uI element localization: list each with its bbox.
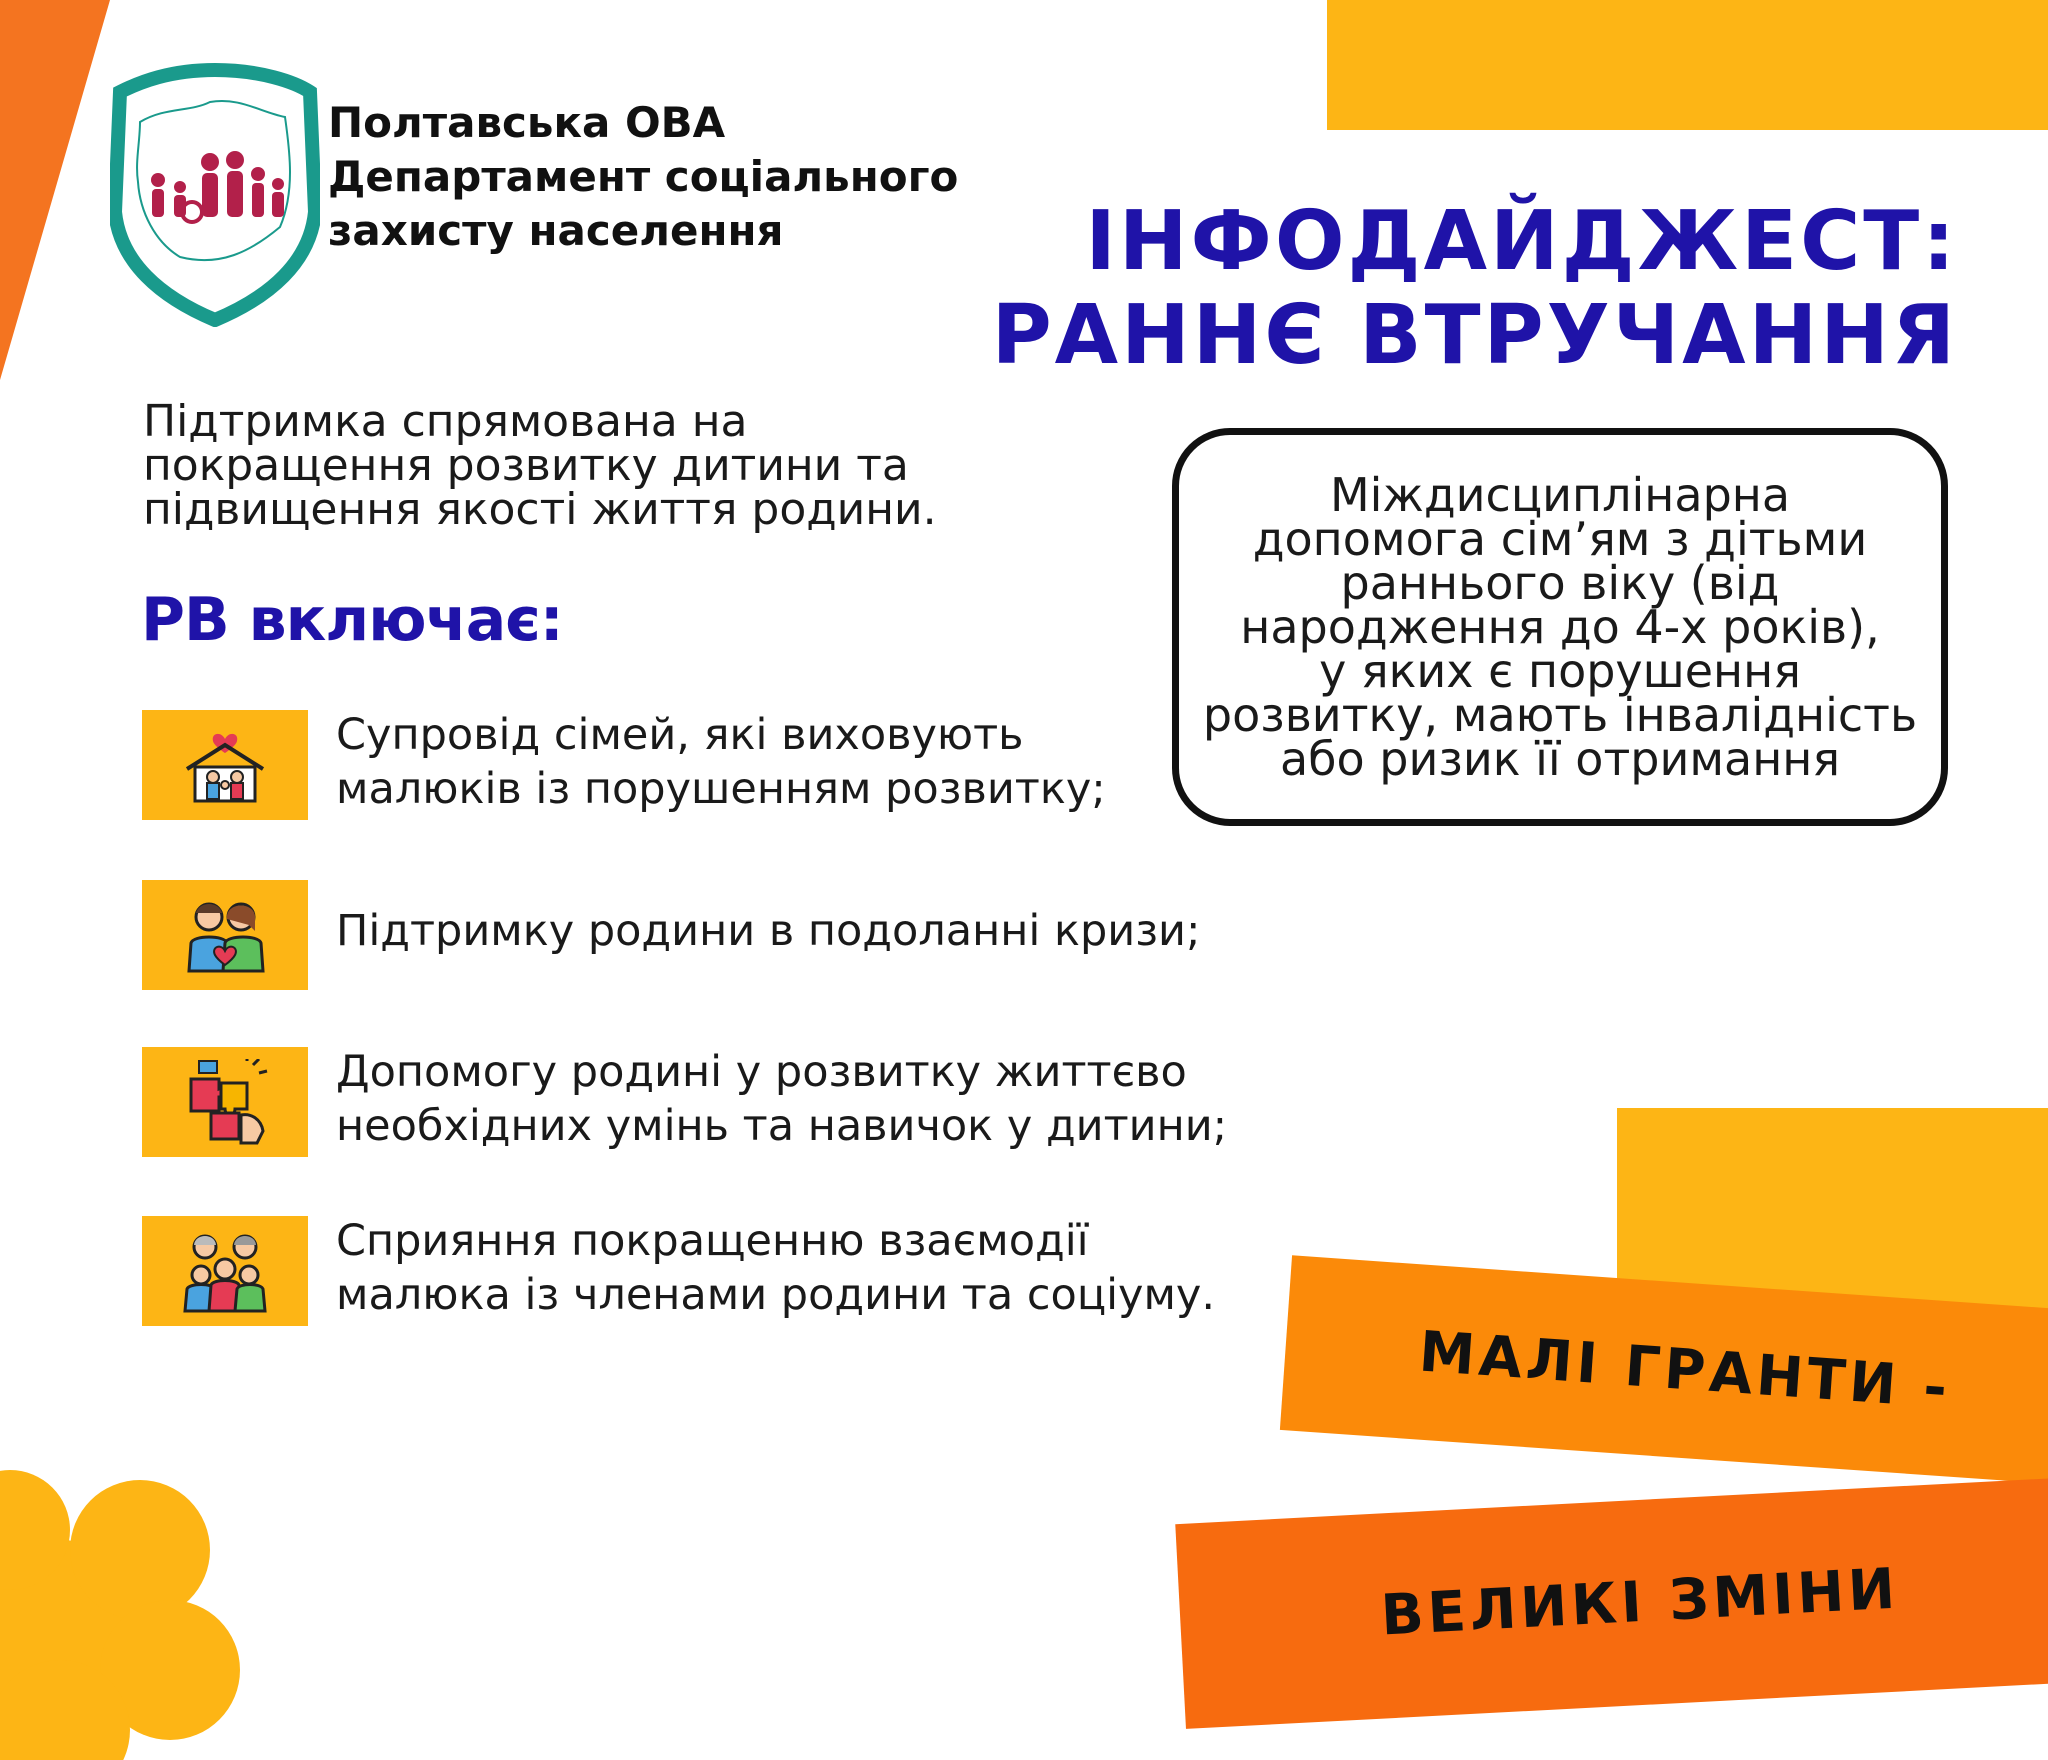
- org-line: захисту населення: [328, 206, 784, 255]
- page-title: [992, 195, 1958, 383]
- list-item: [140, 1047, 1260, 1167]
- yellow-top-bar: [1327, 0, 2048, 130]
- slogan-line-2: ВЕЛИКІ ЗМІНИ: [1379, 1556, 1901, 1649]
- definition-box: [1172, 428, 1948, 826]
- org-line: Полтавська ОВА: [328, 98, 726, 147]
- list-item-line: Підтримку родини в подоланні кризи;: [336, 906, 1201, 956]
- intro-line: Підтримка спрямована на: [143, 396, 748, 447]
- definition-line: допомога сім’ям з дітьми: [1252, 512, 1868, 566]
- slogan-line-1: МАЛІ ГРАНТИ -: [1417, 1319, 1953, 1422]
- list-item-line: Допомогу родині у розвитку життєво: [336, 1047, 1187, 1097]
- puzzle-hands-icon: [181, 1059, 269, 1145]
- couple-heart-icon: [181, 895, 269, 975]
- list-item: [140, 1216, 1260, 1336]
- icon-tile: [142, 710, 308, 820]
- title-line: ІНФОДАЙДЖЕСТ:: [1085, 194, 1958, 289]
- list-item-text: [336, 708, 1106, 816]
- organization-name: [328, 96, 958, 258]
- definition-line: у яких є порушення: [1319, 644, 1801, 698]
- list-item-text: [336, 1214, 1215, 1322]
- orange-corner-shape: [0, 0, 110, 380]
- definition-line: розвитку, мають інвалідність: [1202, 688, 1918, 742]
- family-group-icon: [181, 1229, 269, 1313]
- icon-tile: [142, 1216, 308, 1326]
- intro-line: підвищення якості життя родини.: [143, 484, 937, 535]
- slogan-banner-bottom: [1175, 1476, 2048, 1729]
- list-item-line: малюків із порушенням розвитку;: [336, 764, 1106, 814]
- family-house-icon: [181, 725, 269, 805]
- list-item-text: [336, 1045, 1227, 1153]
- definition-line: раннього віку (від: [1340, 556, 1780, 610]
- definition-line: або ризик її отримання: [1279, 732, 1841, 786]
- list-item-text: [336, 904, 1201, 958]
- list-item: [140, 880, 1260, 1000]
- list-item-line: Сприяння покращенню взаємодії: [336, 1216, 1089, 1266]
- intro-line: покращення розвитку дитини та: [143, 440, 909, 491]
- icon-tile: [142, 880, 308, 990]
- rb-heading: РВ включає:: [141, 585, 563, 655]
- definition-line: Міждисциплінарна: [1329, 468, 1791, 522]
- flower-decoration: [0, 1460, 260, 1760]
- icon-tile: [142, 1047, 308, 1157]
- title-line: РАННЄ ВТРУЧАННЯ: [991, 288, 1958, 383]
- intro-paragraph: [143, 396, 943, 535]
- list-item-line: необхідних умінь та навичок у дитини;: [336, 1101, 1228, 1151]
- org-line: Департамент соціального: [328, 152, 959, 201]
- list-item: [140, 710, 1260, 830]
- list-item-line: малюка із членами родини та соціуму.: [336, 1270, 1216, 1320]
- definition-line: народження до 4-х років),: [1240, 600, 1880, 654]
- definition-text: [1183, 468, 1937, 786]
- department-logo: [110, 62, 320, 327]
- list-item-line: Супровід сімей, які виховують: [336, 710, 1024, 760]
